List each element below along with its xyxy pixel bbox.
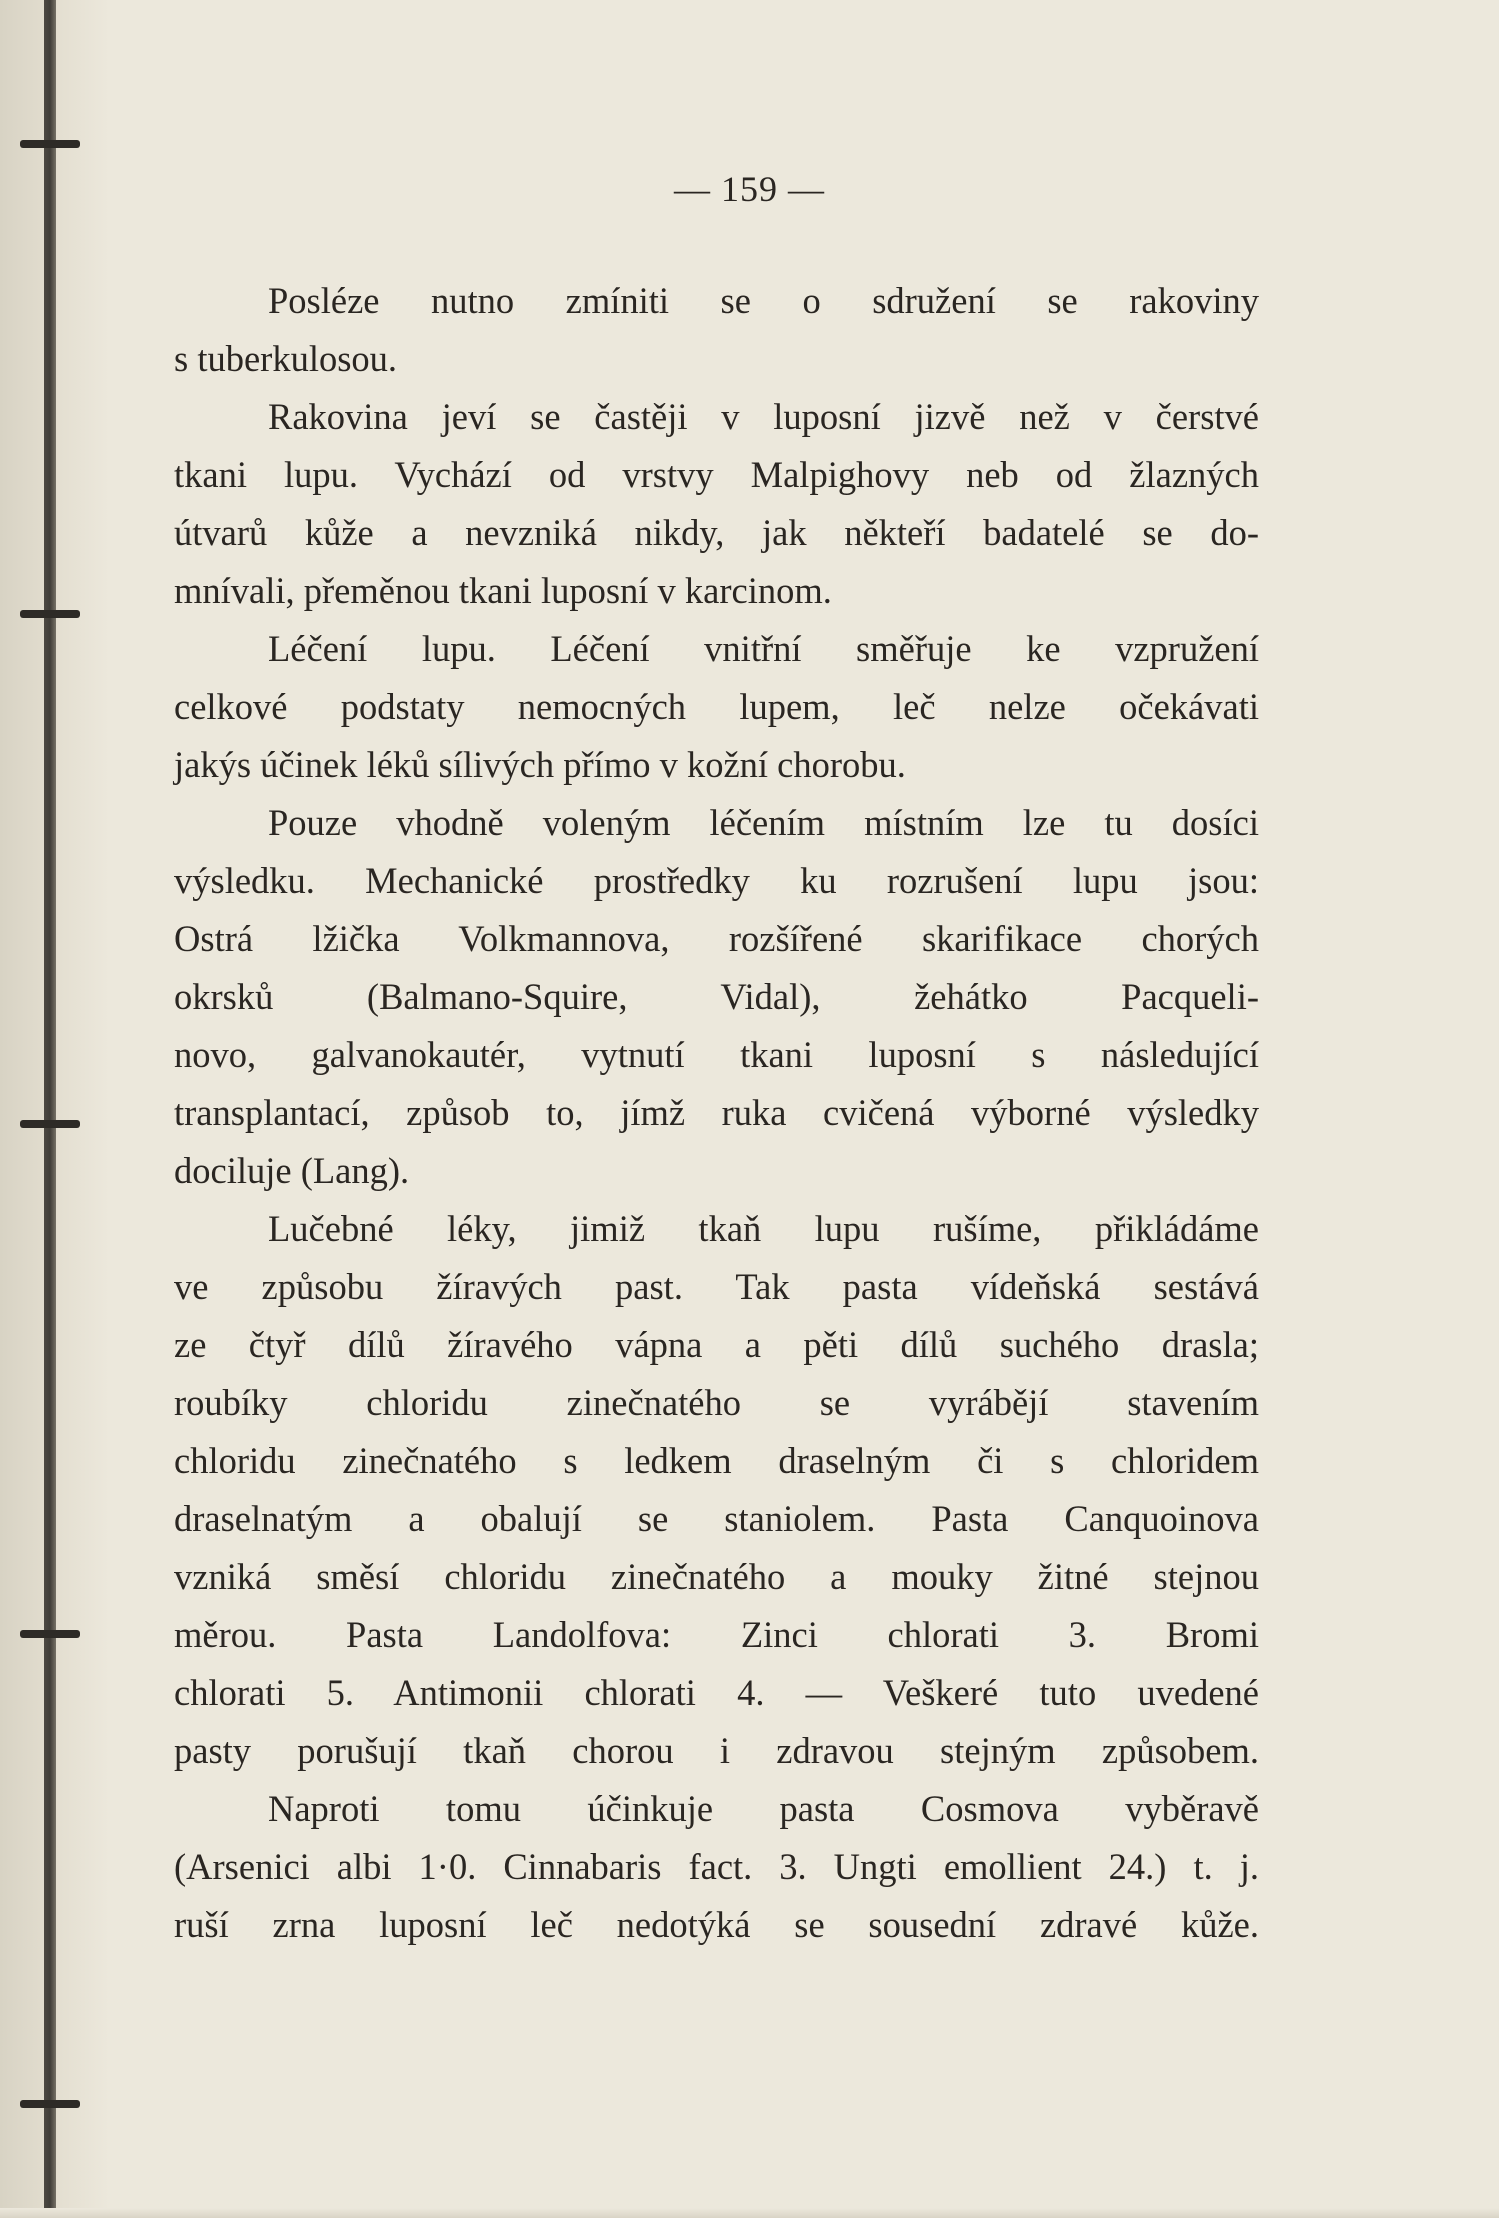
- text-line: ze čtyř dílů žíravého vápna a pěti dílů suchého drasla;: [174, 1324, 1259, 1365]
- text-line: útvarů kůže a nevzniká nikdy, jak někteří badatelé se do-: [174, 512, 1259, 553]
- text-line: novo, galvanokautér, vytnutí tkani luposní s následující: [174, 1034, 1259, 1075]
- text-line: ruší zrna luposní leč nedotýká se sousední zdravé kůže.: [174, 1904, 1259, 1945]
- body-text: [174, 272, 1259, 1954]
- text-line: jakýs účinek léků sílivých přímo v kožní chorobu.: [174, 744, 906, 785]
- text-line: Léčení lupu. Léčení vnitřní směřuje ke vzpružení: [268, 628, 1259, 669]
- page-bottom-edge: [0, 2208, 1499, 2218]
- text-line: Pouze vhodně voleným léčením místním lze tu dosíci: [268, 802, 1259, 843]
- text-line: dociluje (Lang).: [174, 1150, 410, 1191]
- spine-mark: [20, 1120, 80, 1128]
- text-line: s tuberkulosou.: [174, 338, 398, 379]
- text-line: draselnatým a obalují se staniolem. Pasta Canquoinova: [174, 1498, 1259, 1539]
- spine-mark: [20, 1630, 80, 1638]
- text-line: chloridu zinečnatého s ledkem draselným či s chloridem: [174, 1440, 1259, 1481]
- text-line: pasty porušují tkaň chorou i zdravou stejným způsobem.: [174, 1730, 1259, 1771]
- text-line: Posléze nutno zmíniti se o sdružení se rakoviny: [268, 280, 1259, 321]
- text-line: tkani lupu. Vychází od vrstvy Malpighovy neb od žlazných: [174, 454, 1259, 495]
- text-line: transplantací, způsob to, jímž ruka cvičená výborné výsledky: [174, 1092, 1259, 1133]
- text-line: vzniká směsí chloridu zinečnatého a mouky žitné stejnou: [174, 1556, 1259, 1597]
- text-line: celkové podstaty nemocných lupem, leč nelze očekávati: [174, 686, 1259, 727]
- book-spine: [44, 0, 56, 2218]
- text-line: chlorati 5. Antimonii chlorati 4. — Veškeré tuto uvedené: [174, 1672, 1259, 1713]
- text-line: výsledku. Mechanické prostředky ku rozrušení lupu jsou:: [174, 860, 1259, 901]
- spine-mark: [20, 2100, 80, 2108]
- text-line: (Arsenici albi 1·0. Cinnabaris fact. 3. Ungti emollient 24.) t. j.: [174, 1846, 1259, 1887]
- spine-mark: [20, 140, 80, 148]
- text-line: měrou. Pasta Landolfova: Zinci chlorati 3. Bromi: [174, 1614, 1259, 1655]
- text-line: roubíky chloridu zinečnatého se vyrábějí stavením: [174, 1382, 1259, 1423]
- text-line: okrsků (Balmano-Squire, Vidal), žehátko Pacqueli-: [174, 976, 1259, 1017]
- text-line: Ostrá lžička Volkmannova, rozšířené skarifikace chorých: [174, 918, 1259, 959]
- text-line: mnívali, přeměnou tkani luposní v karcinom.: [174, 570, 832, 611]
- text-line: ve způsobu žíravých past. Tak pasta vídeňská sestává: [174, 1266, 1259, 1307]
- text-line: Rakovina jeví se častěji v luposní jizvě než v čerstvé: [268, 396, 1259, 437]
- spine-mark: [20, 610, 80, 618]
- page-number: — 159 —: [674, 169, 825, 209]
- text-line: Lučebné léky, jimiž tkaň lupu rušíme, přikládáme: [268, 1208, 1259, 1249]
- text-line: Naproti tomu účinkuje pasta Cosmova vyběravě: [268, 1788, 1259, 1829]
